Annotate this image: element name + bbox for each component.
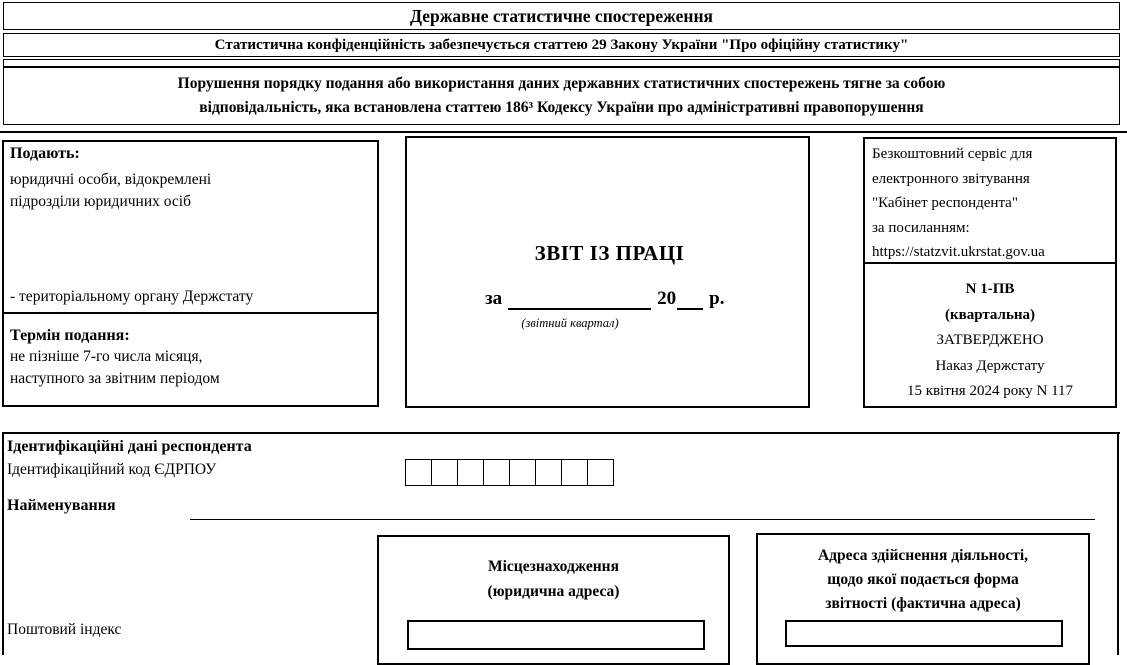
term-line2: наступного за звітним періодом — [10, 370, 220, 387]
edrpou-cell[interactable] — [509, 459, 536, 486]
submit-panel-divider — [4, 312, 377, 314]
term-line1: не пізніше 7-го числа місяця, — [10, 348, 203, 365]
ident-section-top-line — [2, 432, 1120, 434]
actual-postal-index-input[interactable] — [785, 620, 1063, 647]
edrpou-cell[interactable] — [483, 459, 510, 486]
form-header-title: Державне статистичне спостереження — [3, 2, 1120, 30]
legal-address-box — [377, 535, 730, 665]
order-label: Наказ Держстату — [935, 357, 1045, 374]
edrpou-grid — [405, 459, 614, 486]
submit-who-text: юридичні особи, відокремлені підрозділи юридичних осіб — [10, 171, 212, 210]
period-quarter-blank[interactable] — [508, 290, 651, 310]
actual-address-title-line2: щодо якої подається форма — [827, 571, 1019, 588]
submit-label: Подають: — [10, 145, 80, 162]
actual-address-box — [756, 533, 1090, 665]
form-meta-panel — [863, 262, 1117, 408]
service-line: Безкоштовний сервіс для — [872, 146, 1033, 162]
ident-section-right-border — [1117, 432, 1119, 655]
header-divider-line — [0, 131, 1127, 133]
legal-address-title-line2: (юридична адреса) — [487, 583, 620, 600]
edrpou-cell[interactable] — [587, 459, 614, 486]
edrpou-cell[interactable] — [405, 459, 432, 486]
term-label: Термін подання: — [10, 327, 130, 344]
violation-line2: відповідальність, яка встановлена статтею 186³ Кодексу України про адміністративні правопорушення — [199, 99, 924, 116]
edrpou-cell[interactable] — [457, 459, 484, 486]
report-period-row — [485, 288, 724, 310]
order-date: 15 квітня 2024 року N 117 — [906, 383, 1074, 399]
ident-section-left-border — [2, 432, 4, 655]
edrpou-cell[interactable] — [431, 459, 458, 486]
period-year-blank[interactable] — [677, 290, 703, 310]
name-input-line[interactable] — [190, 519, 1095, 520]
service-line: за посиланням: — [872, 219, 970, 236]
submit-to-text: - територіальному органу Держстату — [10, 288, 254, 305]
name-label: Найменування — [7, 497, 116, 514]
period-unit-label: р. — [709, 288, 725, 309]
edrpou-cell[interactable] — [561, 459, 588, 486]
violation-notice — [3, 67, 1120, 125]
period-year-label: 20 — [657, 288, 677, 309]
postal-index-label: Поштовий індекс — [7, 621, 122, 638]
legal-address-title-line1: Місцезнаходження — [487, 558, 619, 575]
edrpou-label: Ідентифікаційний код ЄДРПОУ — [7, 461, 217, 478]
period-prefix-label: за — [485, 288, 503, 309]
edrpou-cell[interactable] — [535, 459, 562, 486]
service-line: "Кабінет респондента" — [872, 195, 1018, 211]
report-title-panel — [405, 136, 810, 408]
service-line: електронного звітування — [872, 170, 1030, 187]
violation-line1: Порушення порядку подання або використання даних державних статистичних спостережень тягне за собою — [177, 75, 946, 92]
actual-address-title-line1: Адреса здійснення діяльності, — [817, 547, 1029, 564]
service-url[interactable]: https://statzvit.ukrstat.gov.ua — [872, 244, 1045, 260]
ident-section-title: Ідентифікаційні дані респондента — [7, 438, 252, 455]
form-periodicity: (квартальна) — [944, 306, 1036, 323]
legal-postal-index-input[interactable] — [407, 620, 705, 650]
submit-panel — [2, 140, 379, 407]
report-title: ЗВІТ ІЗ ПРАЦІ — [534, 241, 685, 265]
service-panel — [863, 137, 1117, 262]
header-spacer-box — [3, 59, 1120, 67]
confidentiality-notice: Статистична конфіденційність забезпечується статтею 29 Закону України "Про офіційну статистику" — [3, 33, 1120, 57]
actual-address-title-line3: звітності (фактична адреса) — [825, 595, 1021, 612]
period-hint: (звітний квартал) — [521, 316, 619, 330]
form-number: N 1-ПВ — [965, 281, 1015, 297]
approved-label: ЗАТВЕРДЖЕНО — [936, 332, 1044, 348]
